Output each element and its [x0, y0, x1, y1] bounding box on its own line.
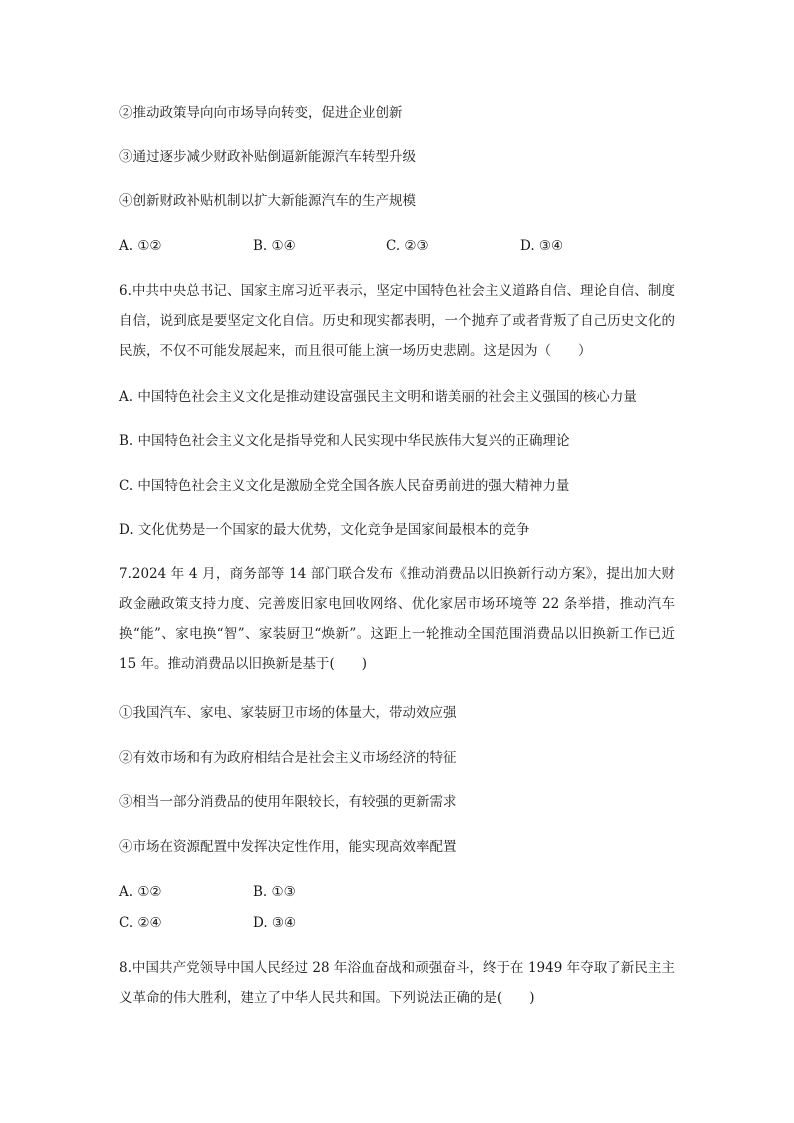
q5-option-d: D. ③④: [520, 238, 564, 254]
q5-item-3: ③通过逐步减少财政补贴倒逼新能源汽车转型升级: [119, 149, 416, 165]
q6-option-c: C. 中国特色社会主义文化是激励全党全国各族人民奋勇前进的强大精神力量: [119, 478, 570, 494]
q7-stem: 7.2024 年 4 月，商务部等 14 部门联合发布《推动消费品以旧换新行动方案》，提出加大财政金融政策支持力度、完善废旧家电回收网络、优化家居市场环境等 22 条举措，推动汽车换“能”、家电换“智”、家装厨卫“焕新”。这距上一轮推动全国范围消费品以旧换新工作已近 15 年。推动消费品以旧换新是基于( ): [119, 566, 675, 672]
q6-stem: 6.中共中央总书记、国家主席习近平表示，坚定中国特色社会主义道路自信、理论自信、制度自信，说到底是要坚定文化自信。历史和现实都表明，一个抛弃了或者背叛了自己历史文化的民族，不仅不可能发展起来，而且很可能上演一场历史悲剧。这是因为（ ）: [119, 283, 675, 359]
q5-item-2: ②推动政策导向向市场导向转变，促进企业创新: [119, 105, 403, 121]
q7-option-b: B. ①③: [253, 884, 296, 900]
q5-option-b: B. ①④: [253, 238, 296, 254]
q5-option-a: A. ①②: [119, 238, 162, 254]
q7-item-3: ③相当一部分消费品的使用年限较长，有较强的更新需求: [119, 794, 457, 810]
q7-option-a: A. ①②: [119, 884, 162, 900]
q8-stem: 8.中国共产党领导中国人民经过 28 年浴血奋战和顽强奋斗，终于在 1949 年夺取了新民主主义革命的伟大胜利，建立了中华人民共和国。下列说法正确的是( ): [119, 960, 675, 1006]
q5-item-4: ④创新财政补贴机制以扩大新能源汽车的生产规模: [119, 193, 416, 209]
q7-item-2: ②有效市场和有为政府相结合是社会主义市场经济的特征: [119, 750, 457, 766]
q5-option-c: C. ②③: [386, 238, 429, 254]
q6-option-b: B. 中国特色社会主义文化是指导党和人民实现中华民族伟大复兴的正确理论: [119, 433, 570, 449]
q7-item-1: ①我国汽车、家电、家装厨卫市场的体量大，带动效应强: [119, 705, 457, 721]
q6-option-d: D. 文化优势是一个国家的最大优势，文化竞争是国家间最根本的竞争: [119, 522, 530, 538]
q6-option-a: A. 中国特色社会主义文化是推动建设富强民主文明和谐美丽的社会主义强国的核心力量: [119, 389, 637, 405]
q7-option-d: D. ③④: [253, 915, 297, 931]
q7-item-4: ④市场在资源配置中发挥决定性作用，能实现高效率配置: [119, 839, 457, 855]
q7-option-c: C. ②④: [119, 915, 162, 931]
